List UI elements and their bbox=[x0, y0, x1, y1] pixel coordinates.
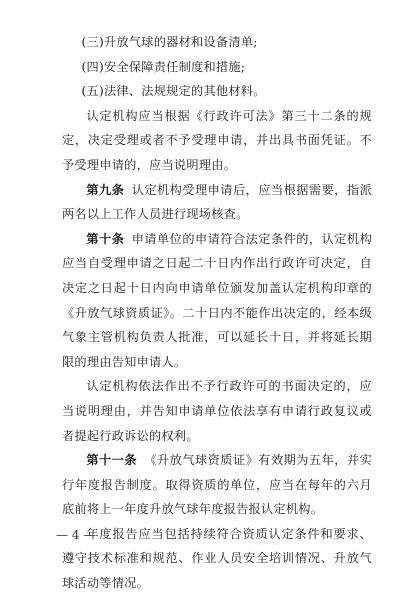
list-item-safety: (四)安全保障责任制度和措施; bbox=[81, 59, 246, 74]
paragraph-annual-report: 年度报告应当包括持续符合资质认定条件和要求、遵守技术标准和规范、作业人员安全培训情况、升放气球活动等情况。 bbox=[62, 526, 372, 591]
article-9-heading: 第九条 bbox=[86, 182, 125, 197]
article-10-heading: 第十条 bbox=[86, 231, 125, 246]
article-11-text: 《升放气球资质证》有效期为五年，并实行年度报告制度。取得资质的单位，应当在每年的六月底前将上一年度升放气球年度报告报认定机构。 bbox=[62, 453, 373, 517]
paragraph-acceptance: 认定机构应当根据《行政许可法》第三十二条的规定，决定受理或者不予受理申请，并出具书面凭证。不予受理申请的，应当说明理由。 bbox=[62, 108, 372, 172]
list-item-other-materials: (五)法律、法规规定的其他材料。 bbox=[81, 84, 266, 99]
list-item-equipment: (三)升放气球的器材和设备清单; bbox=[81, 35, 258, 49]
article-11 bbox=[62, 448, 372, 522]
page-number: — 4 — bbox=[56, 528, 96, 542]
article-10-text: 申请单位的申请符合法定条件的，认定机构应当自受理申请之日起二十日内作出行政许可决定，自决定之日起十日内向申请单位颁发加盖认定机构印章的《升放气球资质证》。二十日内不能作出决定的，经本级气象主管机构负责人批准，可以延长十日，并将延长期限的理由告知申请人。 bbox=[62, 231, 373, 369]
article-11-heading: 第十一条 bbox=[86, 453, 138, 468]
paragraph-rejection: 认定机构依法作出不予行政许可的书面决定的，应当说明理由，并告知申请单位依法享有申请行政复议或者提起行政诉讼的权利。 bbox=[62, 379, 372, 443]
article-10 bbox=[62, 227, 372, 375]
article-9-text: 认定机构受理申请后，应当根据需要，指派两名以上工作人员进行现场核查。 bbox=[62, 182, 373, 222]
document-body bbox=[62, 30, 372, 596]
article-9 bbox=[62, 178, 372, 227]
